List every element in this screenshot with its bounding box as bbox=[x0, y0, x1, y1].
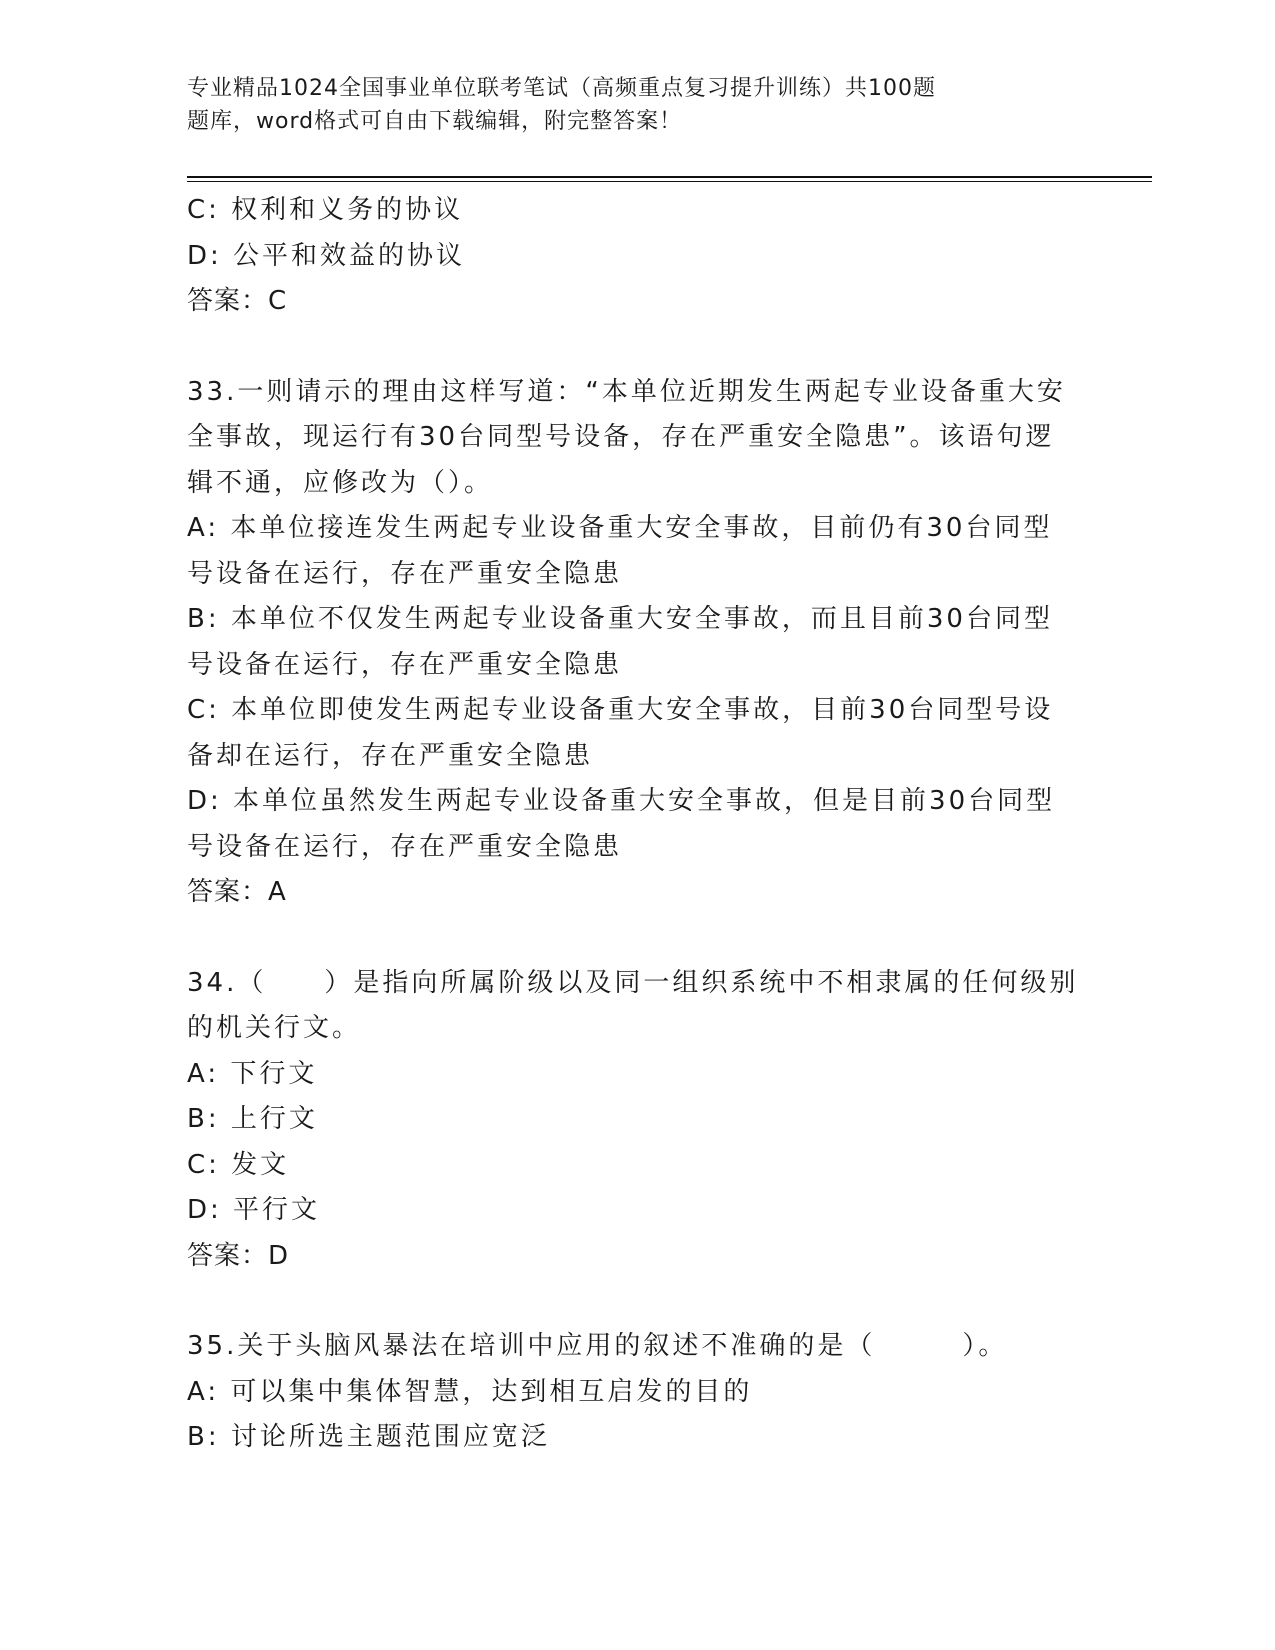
answer-line: 答案：A bbox=[187, 877, 287, 907]
block-gap bbox=[187, 1279, 1087, 1324]
option-line: C: 本单位即使发生两起专业设备重大安全事故，目前30台同型号设 bbox=[187, 695, 1054, 725]
question-block bbox=[187, 1324, 1087, 1461]
header-rule-thick bbox=[187, 176, 1152, 178]
header-line-2: 题库，word格式可自由下载编辑，附完整答案！ bbox=[187, 109, 683, 134]
question-block bbox=[187, 370, 1087, 916]
question-stem: 35.关于头脑风暴法在培训中应用的叙述不准确的是（ ）。 bbox=[187, 1331, 1008, 1361]
header-rule-thin bbox=[187, 181, 1152, 182]
question-block bbox=[187, 188, 1087, 325]
option-line: D: 公平和效益的协议 bbox=[187, 240, 466, 271]
option-line: D: 本单位虽然发生两起专业设备重大安全事故，但是目前30台同型 bbox=[187, 786, 1056, 816]
block-gap bbox=[187, 325, 1087, 370]
question-stem: 辑不通，应修改为（）。 bbox=[187, 467, 494, 498]
question-stem: 的机关行文。 bbox=[187, 1013, 362, 1043]
header-line-1: 专业精品1024全国事业单位联考笔试（高频重点复习提升训练）共100题 bbox=[187, 76, 936, 101]
block-gap bbox=[187, 916, 1087, 961]
option-line: 号设备在运行，存在严重安全隐患 bbox=[187, 831, 623, 862]
option-line: C: 权利和义务的协议 bbox=[187, 195, 464, 225]
option-line: 号设备在运行，存在严重安全隐患 bbox=[187, 558, 623, 589]
question-stem: 33.一则请示的理由这样写道：“本单位近期发生两起专业设备重大安 bbox=[187, 376, 1066, 407]
question-stem: 全事故，现运行有30台同型号设备，存在严重安全隐患”。该语句逻 bbox=[187, 422, 1055, 452]
answer-line: 答案：C bbox=[187, 286, 288, 316]
option-line: B: 上行文 bbox=[187, 1104, 318, 1134]
option-line: B: 本单位不仅发生两起专业设备重大安全事故，而且目前30台同型 bbox=[187, 604, 1053, 634]
option-line: 号设备在运行，存在严重安全隐患 bbox=[187, 649, 623, 680]
question-content bbox=[187, 188, 1087, 1461]
page-header bbox=[187, 72, 1017, 138]
option-line: 备却在运行，存在严重安全隐患 bbox=[187, 740, 594, 771]
option-line: A: 可以集中集体智慧，达到相互启发的目的 bbox=[187, 1376, 753, 1407]
option-line: B: 讨论所选主题范围应宽泛 bbox=[187, 1422, 550, 1452]
option-line: A: 下行文 bbox=[187, 1058, 318, 1089]
option-line: A: 本单位接连发生两起专业设备重大安全事故，目前仍有30台同型 bbox=[187, 513, 1053, 543]
option-line: D: 平行文 bbox=[187, 1195, 321, 1225]
question-block bbox=[187, 961, 1087, 1280]
option-line: C: 发文 bbox=[187, 1149, 290, 1180]
answer-line: 答案：D bbox=[187, 1240, 290, 1271]
question-stem: 34.（ ）是指向所属阶级以及同一组织系统中不相隶属的任何级别 bbox=[187, 967, 1079, 998]
